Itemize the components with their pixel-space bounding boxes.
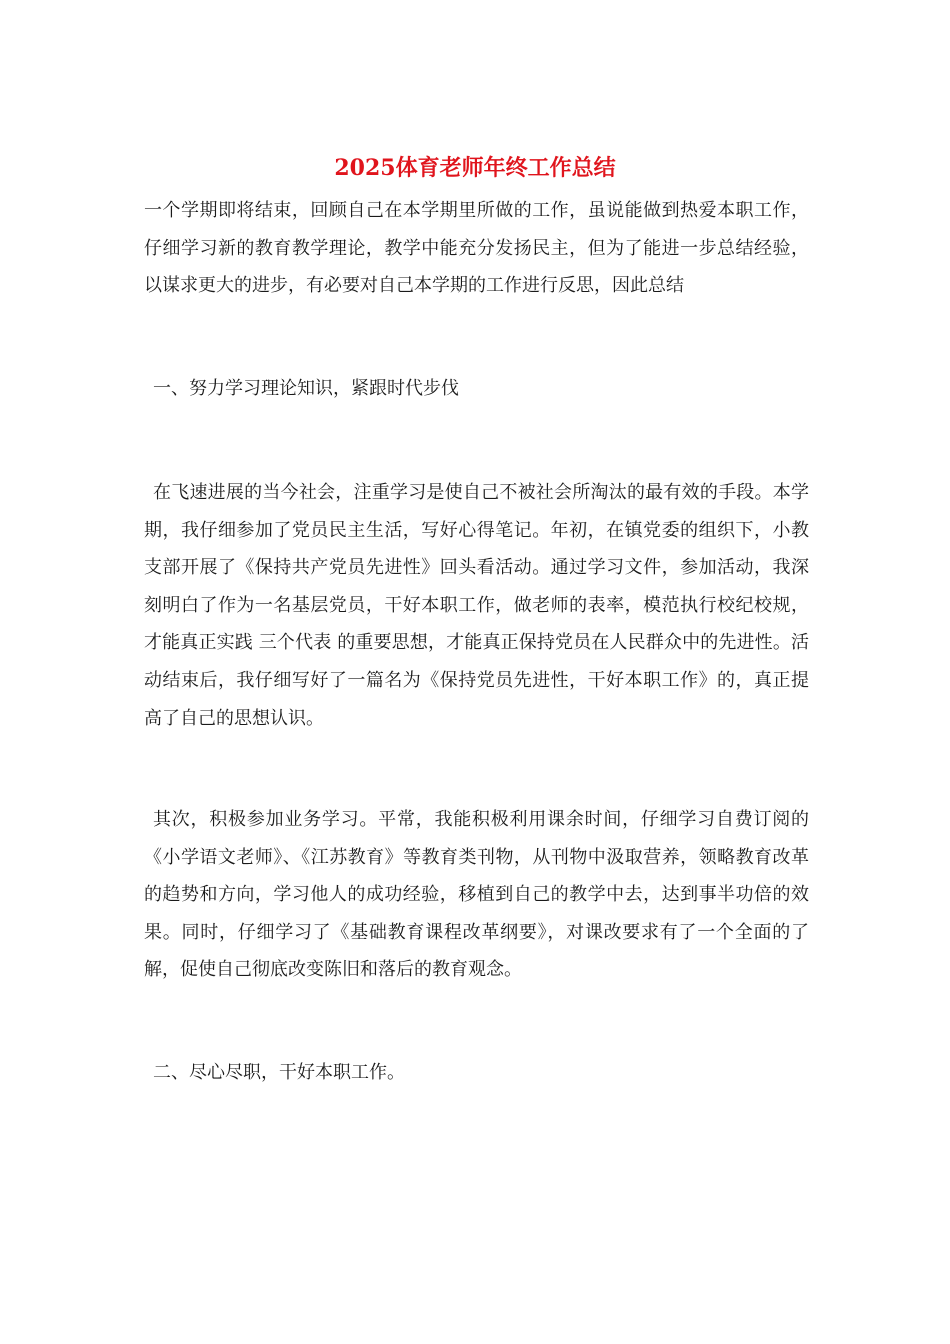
- section-1-paragraph-2: 其次，积极参加业务学习。平常，我能积极利用课余时间，仔细学习自费订阅的《小学语文老师》、《江苏教育》等教育类刊物，从刊物中汲取营养，领略教育改革的趋势和方向，学习他人的成功经验，移植到自己的教学中去，达到事半功倍的效果。同时，仔细学习了《基础教育课程改革纲要》，对课改要求有了一个全面的了解，促使自己彻底改变陈旧和落后的教育观念。: [144, 809, 809, 981]
- section-1-paragraph-1: 在飞速进展的当今社会，注重学习是使自己不被社会所淘汰的最有效的手段。本学期，我仔细参加了党员民主生活，写好心得笔记。年初，在镇党委的组织下，小教支部开展了《保持共产党员先进性》回头看活动。通过学习文件，参加活动，我深刻明白了作为一名基层党员，干好本职工作，做老师的表率，模范执行校纪校规，才能真正实践 三个代表 的重要思想，才能真正保持党员在人民群众中的先进性。活动结束后，我仔细写好了一篇名为《保持党员先进性，干好本职工作》的，真正提高了自己的思想认识。: [144, 482, 809, 729]
- section-2-heading: 二、尽心尽职，干好本职工作。: [153, 1062, 405, 1083]
- document-title: 2025体育老师年终工作总结: [334, 155, 616, 181]
- section-1-heading: 一、努力学习理论知识，紧跟时代步伐: [153, 378, 459, 399]
- intro-paragraph: 一个学期即将结束，回顾自己在本学期里所做的工作，虽说能做到热爱本职工作，仔细学习新的教育教学理论，教学中能充分发扬民主，但为了能进一步总结经验，以谋求更大的进步，有必要对自己本学期的工作进行反思，因此总结: [144, 200, 809, 297]
